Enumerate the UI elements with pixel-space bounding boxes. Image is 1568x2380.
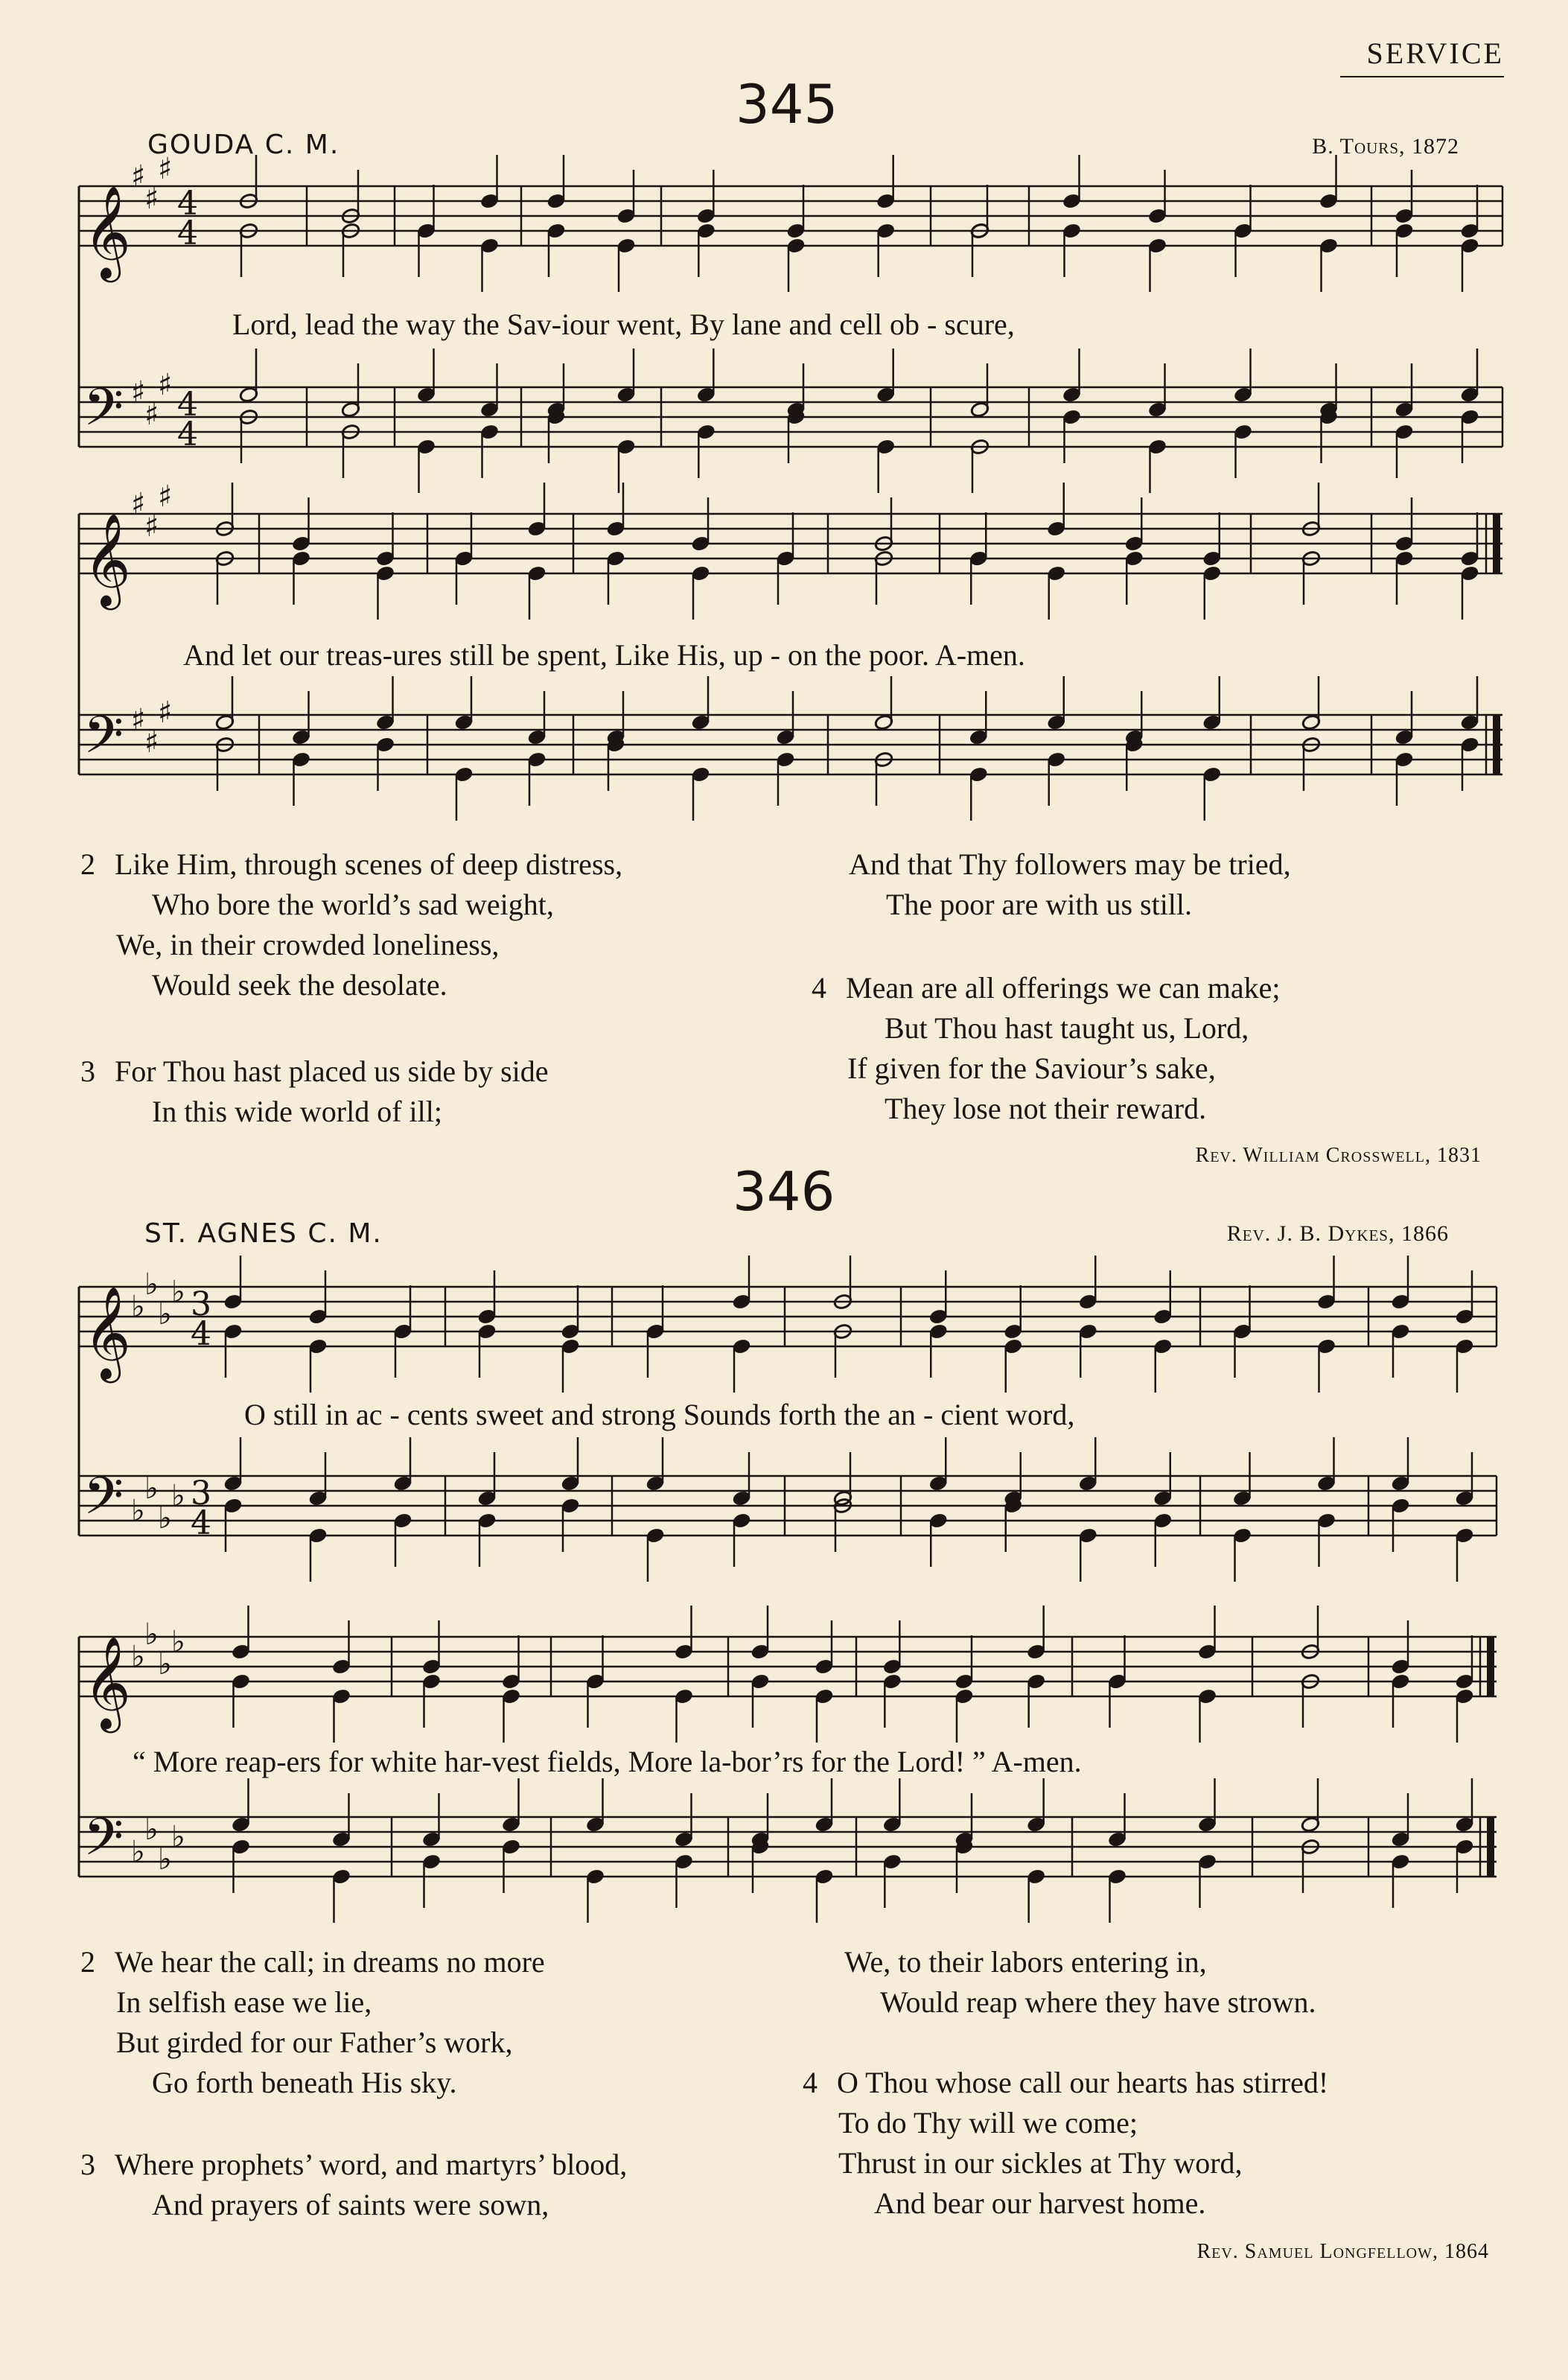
key-signature-icon: ♯ xyxy=(131,375,146,410)
note xyxy=(1147,439,1167,493)
hymn-346-composer: Rev. J. B. Dykes, 1866 xyxy=(1226,1221,1449,1246)
key-signature-icon: ♭ xyxy=(158,1647,172,1681)
note xyxy=(561,1285,580,1340)
note xyxy=(691,766,710,821)
key-signature-icon: ♯ xyxy=(144,509,159,544)
note xyxy=(776,550,795,605)
note xyxy=(527,565,546,620)
note xyxy=(691,676,710,731)
note xyxy=(477,1323,497,1378)
note xyxy=(1460,185,1479,239)
note xyxy=(876,223,896,277)
note xyxy=(421,1673,441,1728)
note xyxy=(1319,409,1338,463)
note xyxy=(750,1673,770,1728)
note xyxy=(1395,424,1414,478)
note xyxy=(1027,1778,1046,1833)
note xyxy=(969,766,988,821)
note xyxy=(546,223,566,277)
note xyxy=(585,1778,605,1833)
note xyxy=(1202,676,1222,731)
note xyxy=(561,1437,580,1492)
note xyxy=(696,223,716,277)
note xyxy=(1455,1839,1474,1893)
note xyxy=(1301,1778,1320,1833)
time-signature-bottom: 4 xyxy=(191,1315,211,1353)
key-signature-icon: ♭ xyxy=(131,1640,145,1674)
note xyxy=(1027,1673,1046,1728)
note xyxy=(1147,238,1167,292)
note xyxy=(1455,1452,1474,1506)
note xyxy=(1197,1688,1217,1743)
note xyxy=(331,1620,351,1675)
note xyxy=(882,1778,902,1833)
hymn-346-system-1-treble-staff xyxy=(79,1287,1497,1346)
note xyxy=(1078,1256,1097,1310)
note xyxy=(876,155,896,209)
note xyxy=(561,1338,580,1393)
note xyxy=(1062,409,1081,463)
note xyxy=(646,1527,665,1582)
note xyxy=(1202,766,1222,821)
note xyxy=(1455,1527,1474,1582)
note xyxy=(1047,676,1066,731)
note xyxy=(1202,565,1222,620)
note xyxy=(416,349,436,403)
key-signature-icon: ♯ xyxy=(158,696,173,730)
note xyxy=(479,238,499,292)
note xyxy=(1391,1498,1410,1552)
note xyxy=(1316,1256,1336,1310)
hymn-345-verse-3: 3 For Thou hast placed us side by side In this wide world of ill; xyxy=(80,1054,549,1128)
note xyxy=(1153,1452,1173,1506)
note xyxy=(1301,676,1321,731)
time-signature-top: 3 xyxy=(191,1285,211,1323)
hymn-346-tune: ST. AGNES C. M. xyxy=(144,1218,383,1249)
note xyxy=(291,497,310,552)
note xyxy=(1319,238,1338,292)
note xyxy=(696,170,716,224)
hymn-345-number: 345 xyxy=(736,73,838,136)
note xyxy=(1124,550,1144,605)
hymn-345-system-2-treble-staff xyxy=(79,514,1502,573)
key-signature-icon: ♯ xyxy=(131,487,146,521)
hymn-346-verse-3: 3 Where prophets’ word, and martyrs’ blood, And prayers of saints were sown, xyxy=(80,2148,628,2221)
note xyxy=(1455,1635,1474,1690)
note xyxy=(1047,751,1066,806)
note xyxy=(815,1620,834,1675)
note xyxy=(696,349,716,403)
note xyxy=(1004,1452,1023,1506)
note xyxy=(876,349,896,403)
note xyxy=(308,1338,328,1393)
note xyxy=(1062,349,1081,403)
hymn-346-verse-2: 2 We hear the call; in dreams no more In selfish ease we lie, But girded for our Father’s work, Go forth beneath His sky. xyxy=(80,1945,545,2099)
bass-clef-icon: 𝄢 xyxy=(83,1807,124,1880)
note xyxy=(1004,1498,1023,1552)
note xyxy=(1107,1793,1126,1848)
key-signature-icon: ♯ xyxy=(131,159,146,194)
note xyxy=(1319,363,1338,418)
hymn-345-verse-2: 2 Like Him, through scenes of deep distress, Who bore the world’s sad weight, We, in their crowded loneliness, Would seek the desolate. xyxy=(80,847,623,1002)
note xyxy=(786,363,806,418)
note xyxy=(1233,424,1252,478)
treble-clef-icon: 𝄞 xyxy=(83,185,131,279)
key-signature-icon: ♭ xyxy=(144,1267,159,1302)
note xyxy=(786,238,806,292)
note xyxy=(308,1527,328,1582)
note xyxy=(479,363,499,418)
note xyxy=(375,565,395,620)
note xyxy=(750,1606,770,1660)
note xyxy=(231,1606,250,1660)
note xyxy=(928,1270,948,1325)
key-signature-icon: ♭ xyxy=(171,1820,185,1854)
note xyxy=(223,1256,243,1310)
note xyxy=(954,1635,974,1690)
note xyxy=(421,1854,441,1908)
note xyxy=(1395,497,1414,552)
note xyxy=(606,691,625,745)
section-label: SERVICE xyxy=(1366,36,1504,70)
hymn-346-lyrics-line-2: “ More reap-ers for white har-vest fields, More la-bor’rs for the Lord! ” A-men. xyxy=(133,1745,1082,1778)
note xyxy=(616,238,636,292)
key-signature-icon: ♭ xyxy=(131,1290,145,1324)
key-signature-icon: ♭ xyxy=(144,1813,159,1847)
note xyxy=(815,1688,834,1743)
key-signature-icon: ♯ xyxy=(131,703,146,737)
treble-clef-icon: 𝄞 xyxy=(83,1636,131,1729)
note xyxy=(1455,1688,1474,1743)
note xyxy=(691,565,710,620)
bass-clef-icon: 𝄢 xyxy=(83,377,124,450)
note xyxy=(501,1778,520,1833)
note xyxy=(527,483,546,537)
note xyxy=(1460,676,1479,731)
key-signature-icon: ♭ xyxy=(158,1842,172,1877)
note xyxy=(970,363,989,418)
note xyxy=(1078,1323,1097,1378)
hymn-345-verse-2-cont: And that Thy followers may be tried, The poor are with us still. xyxy=(849,847,1291,921)
note xyxy=(479,155,499,209)
note xyxy=(546,363,566,418)
note xyxy=(223,1323,243,1378)
note xyxy=(1153,1338,1173,1393)
note xyxy=(331,1868,351,1923)
hymn-346-system-2-bass-staff xyxy=(79,1817,1497,1877)
note xyxy=(1319,155,1338,209)
note xyxy=(954,1688,974,1743)
note xyxy=(585,1673,605,1728)
note xyxy=(928,1512,948,1567)
note xyxy=(1455,1778,1474,1833)
note xyxy=(477,1512,497,1567)
note xyxy=(331,1688,351,1743)
note xyxy=(876,439,896,493)
hymn-345-composer: B. Tours, 1872 xyxy=(1312,134,1459,159)
note xyxy=(750,1839,770,1893)
note xyxy=(1395,751,1414,806)
note xyxy=(215,676,235,731)
note xyxy=(1107,1673,1126,1728)
note xyxy=(393,1323,412,1378)
note xyxy=(1062,155,1081,209)
hymn-346-author: Rev. Samuel Longfellow, 1864 xyxy=(1196,2240,1489,2263)
hymn-346-number: 346 xyxy=(733,1160,835,1223)
note xyxy=(1316,1338,1336,1393)
note xyxy=(1202,512,1222,567)
note xyxy=(1391,1673,1410,1728)
bass-clef-icon: 𝄢 xyxy=(83,1466,124,1539)
note xyxy=(1233,349,1252,403)
note xyxy=(1395,691,1414,745)
time-signature-top: 4 xyxy=(177,386,198,424)
note xyxy=(696,424,716,478)
key-signature-icon: ♭ xyxy=(144,1617,159,1652)
note xyxy=(375,676,395,731)
note xyxy=(1316,1512,1336,1567)
note xyxy=(1460,409,1479,463)
hymn-345-lyrics-line-1: Lord, lead the way the Sav-iour went, By lane and cell ob - scure, xyxy=(232,308,1015,341)
note xyxy=(546,155,566,209)
note xyxy=(223,1498,243,1552)
note xyxy=(1197,1778,1217,1833)
key-signature-icon: ♭ xyxy=(131,1494,145,1528)
note xyxy=(1395,170,1414,224)
treble-clef-icon: 𝄞 xyxy=(83,1286,131,1379)
note xyxy=(477,1452,497,1506)
note xyxy=(606,483,625,537)
key-signature-icon: ♯ xyxy=(158,368,173,402)
key-signature-icon: ♯ xyxy=(144,182,159,216)
note xyxy=(454,550,474,605)
note xyxy=(231,1839,250,1893)
note xyxy=(616,170,636,224)
note xyxy=(732,1256,751,1310)
note xyxy=(815,1778,834,1833)
note xyxy=(308,1270,328,1325)
note xyxy=(1232,1527,1252,1582)
note xyxy=(585,1868,605,1923)
hymn-345-tune: GOUDA C. M. xyxy=(147,130,340,160)
note xyxy=(776,751,795,806)
note xyxy=(454,676,474,731)
time-signature-bottom: 4 xyxy=(177,214,198,252)
note xyxy=(1027,1868,1046,1923)
note xyxy=(882,1620,902,1675)
note xyxy=(1460,736,1479,791)
note xyxy=(674,1793,693,1848)
note xyxy=(231,1778,250,1833)
note xyxy=(1078,1437,1097,1492)
bass-clef-icon: 𝄢 xyxy=(83,704,124,777)
key-signature-icon: ♭ xyxy=(171,1275,185,1309)
note xyxy=(546,409,566,463)
note xyxy=(1391,1793,1410,1848)
key-signature-icon: ♯ xyxy=(144,398,159,432)
note xyxy=(1124,691,1144,745)
key-signature-icon: ♯ xyxy=(144,725,159,760)
note xyxy=(1455,1338,1474,1393)
note xyxy=(732,1452,751,1506)
note xyxy=(732,1512,751,1567)
note xyxy=(527,691,546,745)
key-signature-icon: ♭ xyxy=(158,1297,172,1331)
treble-clef-icon: 𝄞 xyxy=(83,513,131,606)
note xyxy=(421,1793,441,1848)
key-signature-icon: ♭ xyxy=(144,1471,159,1506)
hymn-345-lyrics-line-2: And let our treas-ures still be spent, Like His, up - on the poor. A-men. xyxy=(183,638,1025,672)
note xyxy=(674,1688,693,1743)
note xyxy=(786,409,806,463)
note xyxy=(1153,1512,1173,1567)
note xyxy=(1460,565,1479,620)
note xyxy=(874,676,893,731)
note xyxy=(815,1868,834,1923)
note xyxy=(223,1437,243,1492)
note xyxy=(477,1270,497,1325)
note xyxy=(291,550,310,605)
note xyxy=(1232,1452,1252,1506)
note xyxy=(1147,363,1167,418)
note xyxy=(1124,497,1144,552)
note xyxy=(674,1606,693,1660)
note xyxy=(331,1793,351,1848)
note xyxy=(1460,512,1479,567)
note xyxy=(527,751,546,806)
time-signature-bottom: 4 xyxy=(191,1504,211,1542)
hymn-345-system-2-bass-staff xyxy=(79,715,1502,774)
note xyxy=(1455,1270,1474,1325)
note xyxy=(750,1793,770,1848)
note xyxy=(732,1338,751,1393)
note xyxy=(1391,1620,1410,1675)
note xyxy=(1107,1868,1126,1923)
note xyxy=(1391,1854,1410,1908)
time-signature-bottom: 4 xyxy=(177,416,198,454)
note xyxy=(928,1437,948,1492)
note xyxy=(1147,170,1167,224)
note xyxy=(1316,1437,1336,1492)
note xyxy=(1197,1854,1217,1908)
key-signature-icon: ♭ xyxy=(158,1501,172,1536)
note xyxy=(1004,1338,1023,1393)
note xyxy=(1391,1437,1410,1492)
note xyxy=(1197,1606,1217,1660)
note xyxy=(616,349,636,403)
hymn-345-author: Rev. William Crosswell, 1831 xyxy=(1195,1144,1482,1167)
note xyxy=(1047,565,1066,620)
key-signature-icon: ♯ xyxy=(158,152,173,186)
note xyxy=(1460,238,1479,292)
note xyxy=(239,349,258,403)
note xyxy=(1391,1323,1410,1378)
note xyxy=(776,691,795,745)
note xyxy=(616,439,636,493)
note xyxy=(1027,1606,1046,1660)
note xyxy=(1232,1323,1252,1378)
time-signature-top: 4 xyxy=(177,185,198,223)
note xyxy=(479,424,499,478)
note xyxy=(882,1854,902,1908)
hymn-346-verse-4: 4 O Thou whose call our hearts has stirred! To do Thy will we come; Thrust in our sickles at Thy word, And bear our harvest home. xyxy=(803,2066,1329,2220)
note xyxy=(1460,349,1479,403)
time-signature-top: 3 xyxy=(191,1474,211,1512)
note xyxy=(416,439,436,493)
note xyxy=(1124,736,1144,791)
note xyxy=(606,736,625,791)
note xyxy=(1233,223,1252,277)
note xyxy=(308,1452,328,1506)
hymn-345-system-1-treble-staff xyxy=(79,186,1502,246)
hymn-345-verse-4: 4 Mean are all offerings we can make; But Thou hast taught us, Lord, If given for the Saviour’s sake, They lose not their reward. xyxy=(812,971,1281,1125)
note xyxy=(393,1512,412,1567)
note xyxy=(1153,1270,1173,1325)
note xyxy=(291,691,310,745)
note xyxy=(501,1635,520,1690)
note xyxy=(416,223,436,277)
note xyxy=(691,497,710,552)
note xyxy=(969,691,988,745)
note xyxy=(375,512,395,567)
note xyxy=(1004,1285,1023,1340)
note xyxy=(969,550,988,605)
note xyxy=(954,1839,974,1893)
note xyxy=(1395,550,1414,605)
key-signature-icon: ♯ xyxy=(158,480,173,514)
note xyxy=(421,1620,441,1675)
note xyxy=(606,550,625,605)
note xyxy=(928,1323,948,1378)
note xyxy=(1047,483,1066,537)
note xyxy=(1395,363,1414,418)
note xyxy=(646,1323,665,1378)
note xyxy=(1062,223,1081,277)
note xyxy=(291,751,310,806)
note xyxy=(882,1673,902,1728)
key-signature-icon: ♭ xyxy=(171,1625,185,1659)
hymn-346-verse-2-cont: We, to their labors entering in, Would reap where they have strown. xyxy=(844,1945,1316,2019)
note xyxy=(454,766,474,821)
note xyxy=(231,1673,250,1728)
note xyxy=(954,1793,974,1848)
hymn-346-system-1-bass-staff xyxy=(79,1476,1497,1536)
key-signature-icon: ♭ xyxy=(171,1479,185,1513)
hymn-346-system-2-treble-staff xyxy=(79,1637,1497,1696)
note xyxy=(674,1854,693,1908)
note xyxy=(1078,1527,1097,1582)
hymn-346-lyrics-line-1: O still in ac - cents sweet and strong Sounds forth the an - cient word, xyxy=(244,1398,1075,1431)
note xyxy=(561,1498,580,1552)
key-signature-icon: ♭ xyxy=(131,1835,145,1869)
note xyxy=(501,1839,520,1893)
note xyxy=(341,363,360,418)
note xyxy=(393,1437,412,1492)
note xyxy=(1395,223,1414,277)
note xyxy=(786,185,806,239)
note xyxy=(646,1437,665,1492)
note xyxy=(1391,1256,1410,1310)
note xyxy=(375,736,395,791)
note xyxy=(501,1688,520,1743)
